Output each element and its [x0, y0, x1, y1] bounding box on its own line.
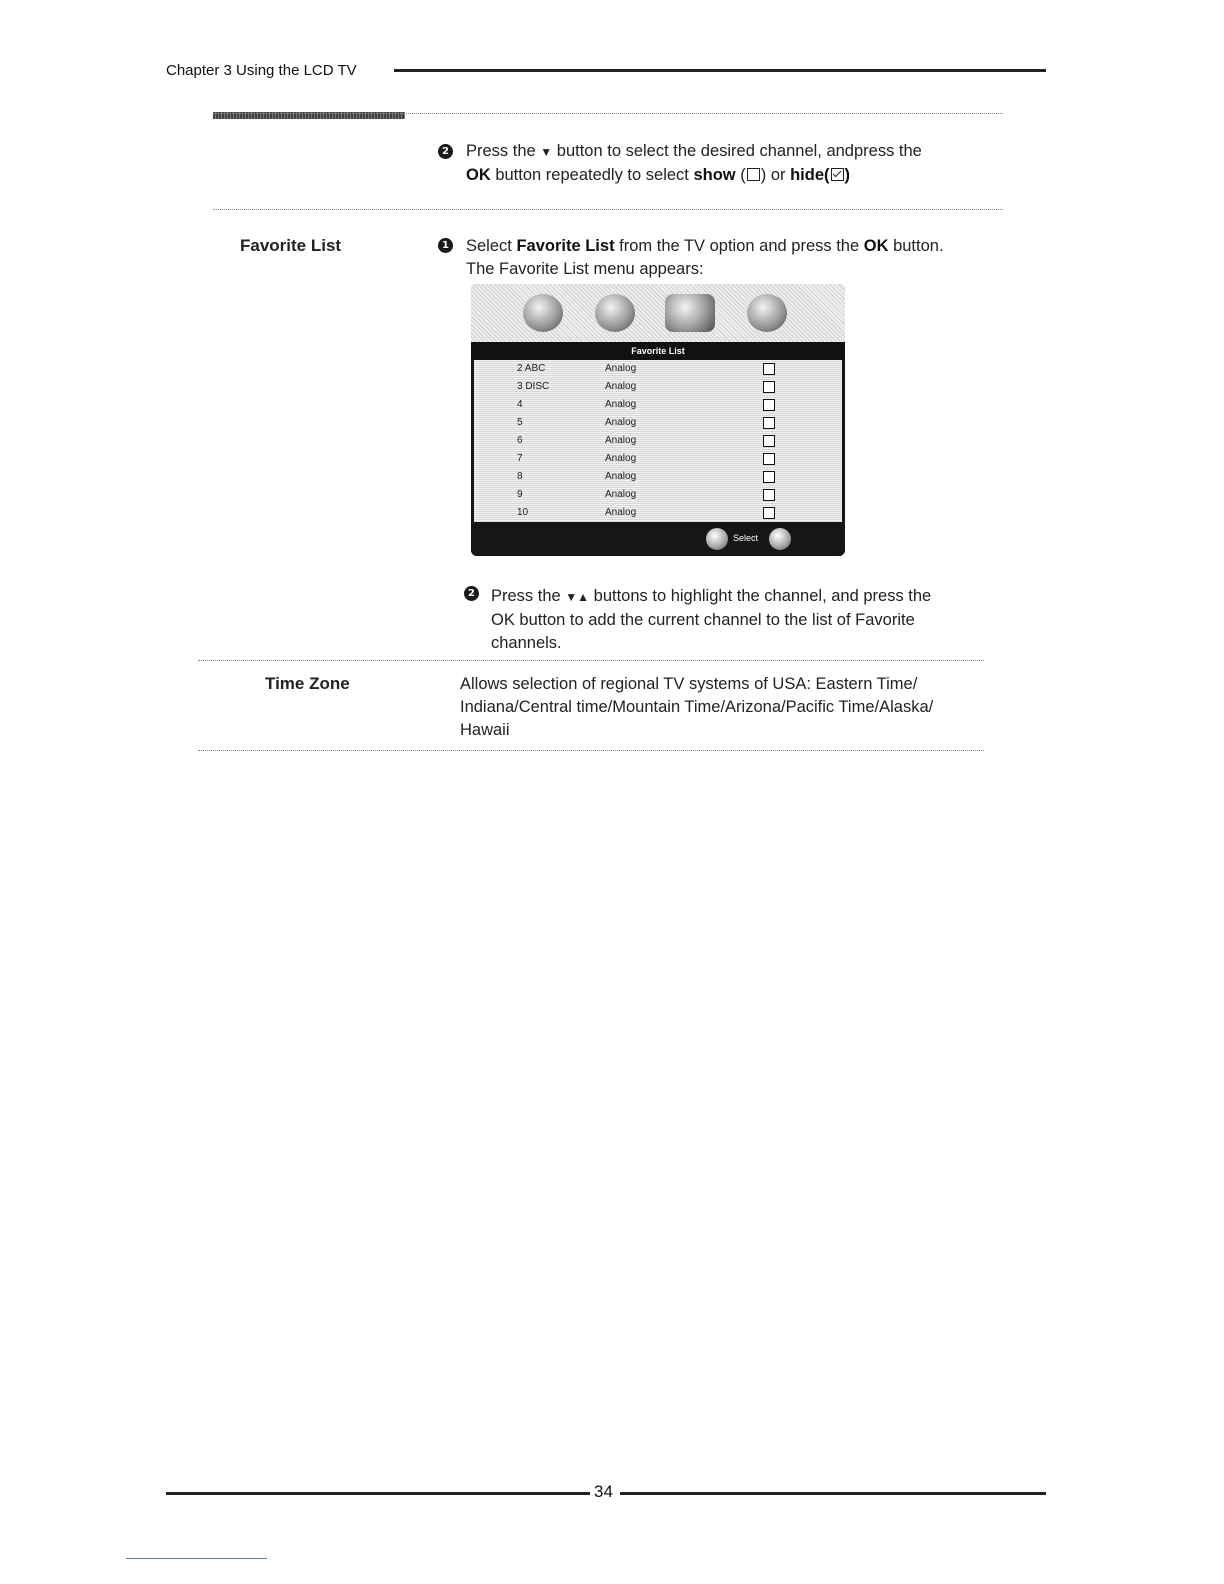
favorite-checkbox — [763, 417, 775, 429]
favorite-list-menu-screenshot — [471, 284, 845, 556]
chapter-title: Chapter 3 Using the LCD TV — [166, 62, 357, 79]
show-label: show — [693, 166, 736, 184]
section-top-divider — [213, 113, 1003, 114]
menu-footer — [471, 522, 845, 556]
ok-button-icon — [769, 528, 791, 550]
sound-icon — [595, 294, 635, 332]
channel-list — [474, 360, 842, 522]
show-hide-instruction: Press the ▼ button to select the desired channel, andpress the OK button repeatedly to select show ( ) or hide( ) — [466, 142, 922, 184]
divider — [198, 750, 984, 751]
unchecked-box-icon — [747, 168, 760, 181]
step-number-badge: 2 — [464, 586, 479, 601]
favorite-step2-text: Press the ▼▲ buttons to highlight the channel, and press the OK button to add the current channel to the list of Favorite channels. — [491, 587, 932, 652]
favorite-checkbox — [763, 453, 775, 465]
list-item: 2 ABC Analog — [474, 360, 842, 378]
favorite-list-label: Favorite List — [240, 236, 342, 255]
menu-title: Favorite List — [471, 342, 845, 360]
ok-label: OK — [466, 166, 491, 184]
list-item: 6 Analog — [474, 432, 842, 450]
time-zone-description: Allows selection of regional TV systems of USA: Eastern Time/ Indiana/Central time/Mountain Time/Arizona/Pacific Time/Alaska/ Hawaii — [460, 675, 934, 739]
list-item: 5 Analog — [474, 414, 842, 432]
list-item: 10 Analog — [474, 504, 842, 522]
favorite-checkbox — [763, 435, 775, 447]
down-up-arrows-icon: ▼▲ — [565, 590, 590, 604]
picture-icon — [523, 294, 563, 332]
favorite-checkbox — [763, 381, 775, 393]
header-rule — [394, 69, 1046, 72]
step-number-badge: 1 — [438, 238, 453, 253]
time-zone-label: Time Zone — [265, 674, 350, 693]
favorite-step1-text: Select Favorite List from the TV option and press the OK button. The Favorite List menu appears: — [466, 237, 944, 278]
divider — [198, 660, 984, 661]
list-item: 9 Analog — [474, 486, 842, 504]
list-item: 4 Analog — [474, 396, 842, 414]
tv-satellite-icon — [665, 294, 715, 332]
favorite-checkbox — [763, 507, 775, 519]
select-hint: Select — [733, 533, 759, 543]
favorite-checkbox — [763, 399, 775, 411]
hide-label: hide — [790, 166, 824, 184]
menu-icon-bar — [471, 284, 845, 342]
down-arrow-icon: ▼ — [540, 145, 553, 159]
checked-box-icon — [831, 168, 844, 181]
list-item: 3 DISC Analog — [474, 378, 842, 396]
step-number-badge: 2 — [438, 144, 453, 159]
favorite-checkbox — [763, 363, 775, 375]
favorite-checkbox — [763, 489, 775, 501]
navigate-button-icon — [706, 528, 728, 550]
favorite-checkbox — [763, 471, 775, 483]
page-number: 34 — [594, 1482, 613, 1501]
footer-rule-right — [620, 1492, 1046, 1495]
footer-rule-left — [166, 1492, 590, 1495]
list-item: 8 Analog — [474, 468, 842, 486]
list-item: 7 Analog — [474, 450, 842, 468]
setup-icon — [747, 294, 787, 332]
divider — [213, 209, 1003, 210]
bottom-link-underline — [126, 1558, 267, 1559]
